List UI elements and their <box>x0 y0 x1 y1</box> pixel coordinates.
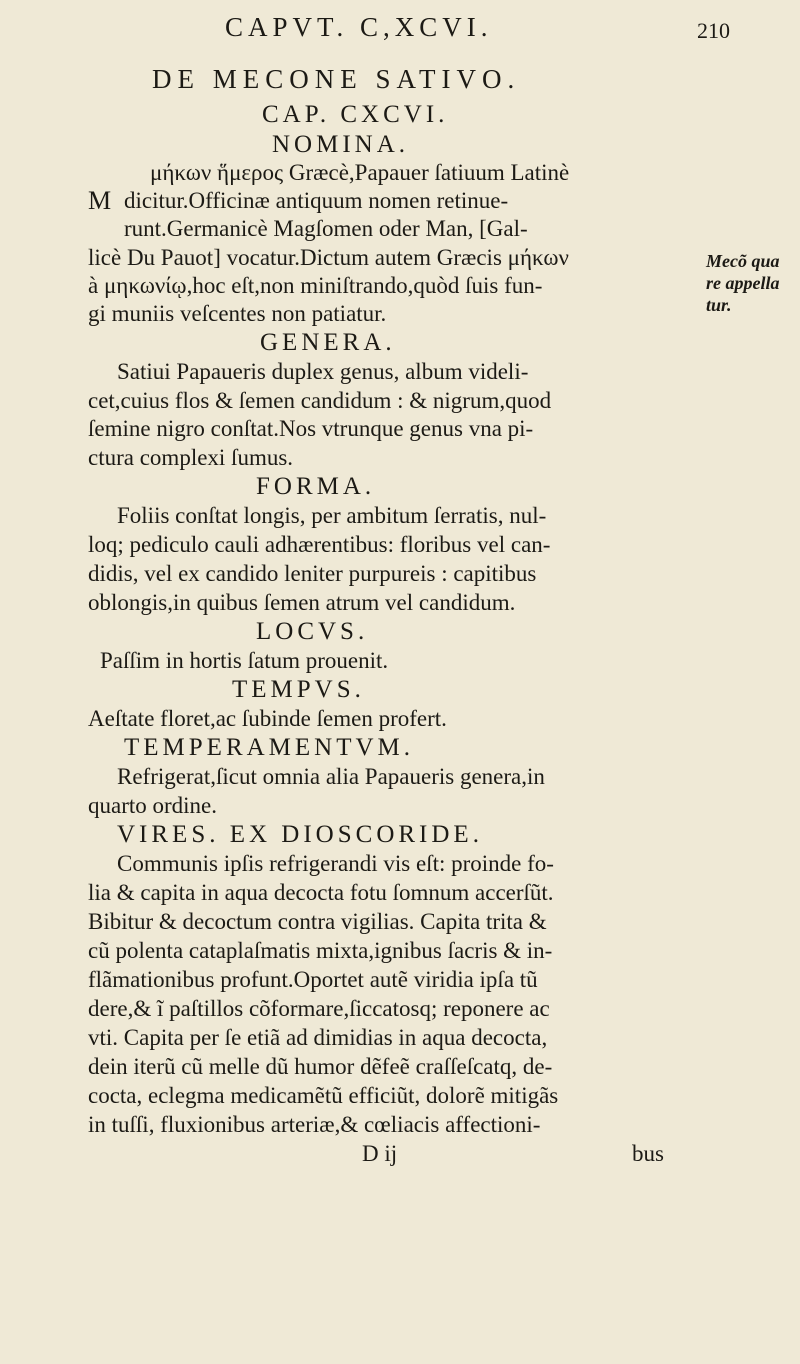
text-line: Bibitur & decoctum contra vigilias. Capita trita & <box>88 909 547 934</box>
text-line: runt.Germanicè Magſomen oder Man, [Gal- <box>124 216 528 241</box>
text-line: ctura complexi ſumus. <box>88 445 294 470</box>
text-line: cũ polenta cataplaſmatis mixta,ignibus ſacris & in- <box>88 938 553 963</box>
text-line: Refrigerat,ſicut omnia alia Papaueris genera,in <box>117 764 545 789</box>
text-line: in tuſſi, fluxionibus arteriæ,& cœliacis affectioni- <box>88 1112 541 1137</box>
chapter-number: CAP. CXCVI. <box>262 101 449 128</box>
page-number: 210 <box>697 18 730 43</box>
text-line: dere,& ĩ paſtillos cõformare,ſiccatosq; reponere ac <box>88 996 550 1021</box>
text-line: Paſſim in hortis ſatum prouenit. <box>100 648 389 673</box>
text-line: cet,cuius flos & ſemen candidum : & nigrum,quod <box>88 388 552 413</box>
text-line: licè Du Pauot] vocatur.Dictum autem Græcis μήκων <box>88 245 569 270</box>
margin-note-line: Mecõ qua <box>706 251 780 271</box>
text-line: dicitur.Officinæ antiquum nomen retinue- <box>124 188 509 213</box>
text-line: lia & capita in aqua decocta fotu ſomnum accerſũt. <box>88 880 554 905</box>
section-heading-vires: VIRES. EX DIOSCORIDE. <box>117 821 483 848</box>
margin-note-line: tur. <box>706 295 732 315</box>
text-line: Foliis conſtat longis, per ambitum ſerratis, nul- <box>117 503 547 528</box>
text-line: flãmationibus profunt.Oportet autẽ viridia ipſa tũ <box>88 967 538 992</box>
section-heading-locus: LOCVS. <box>256 618 369 645</box>
catchword: bus <box>632 1141 664 1166</box>
initial-letter: M <box>88 186 112 215</box>
text-line: dein iterũ cũ melle dũ humor dẽfeẽ craſſeſcatq, de- <box>88 1054 553 1079</box>
text-line: ſemine nigro conſtat.Nos vtrunque genus vna pi- <box>88 416 534 441</box>
text-line: cocta, eclegma medicamẽtũ efficiũt, dolorẽ mitigãs <box>88 1083 559 1108</box>
section-heading-forma: FORMA. <box>256 473 376 500</box>
text-line: vti. Capita per ſe etiã ad dimidias in aqua decocta, <box>88 1025 548 1050</box>
section-heading-nomina: NOMINA. <box>272 131 410 158</box>
section-heading-tempus: TEMPVS. <box>232 676 365 703</box>
text-line: quarto ordine. <box>88 793 218 818</box>
section-heading-temperamentum: TEMPERAMENTVM. <box>124 734 415 761</box>
text-line: oblongis,in quibus ſemen atrum vel candidum. <box>88 590 516 615</box>
text-line: Communis ipſis refrigerandi vis eſt: proinde fo- <box>117 851 554 876</box>
chapter-title: DE MECONE SATIVO. <box>152 64 521 94</box>
running-title: CAPVT. C,XCVI. <box>225 12 493 42</box>
text-line: gi muniis veſcentes non patiatur. <box>88 301 387 326</box>
margin-note-line: re appella <box>706 273 780 293</box>
text-line: didis, vel ex candido leniter purpureis : capitibus <box>88 561 537 586</box>
text-line: Aeſtate floret,ac ſubinde ſemen profert. <box>88 706 447 731</box>
text-line: μήκων ἥμερος Græcè,Papauer ſatiuum Latinè <box>150 160 570 185</box>
text-line: à μηκωνίῳ,hoc eſt,non miniſtrando,quòd ſuis fun- <box>88 273 543 298</box>
text-line: loq; pediculo cauli adhærentibus: floribus vel can- <box>88 532 551 557</box>
signature-mark: D ij <box>362 1141 398 1166</box>
section-heading-genera: GENERA. <box>260 329 396 356</box>
text-line: Satiui Papaueris duplex genus, album videli- <box>117 359 529 384</box>
